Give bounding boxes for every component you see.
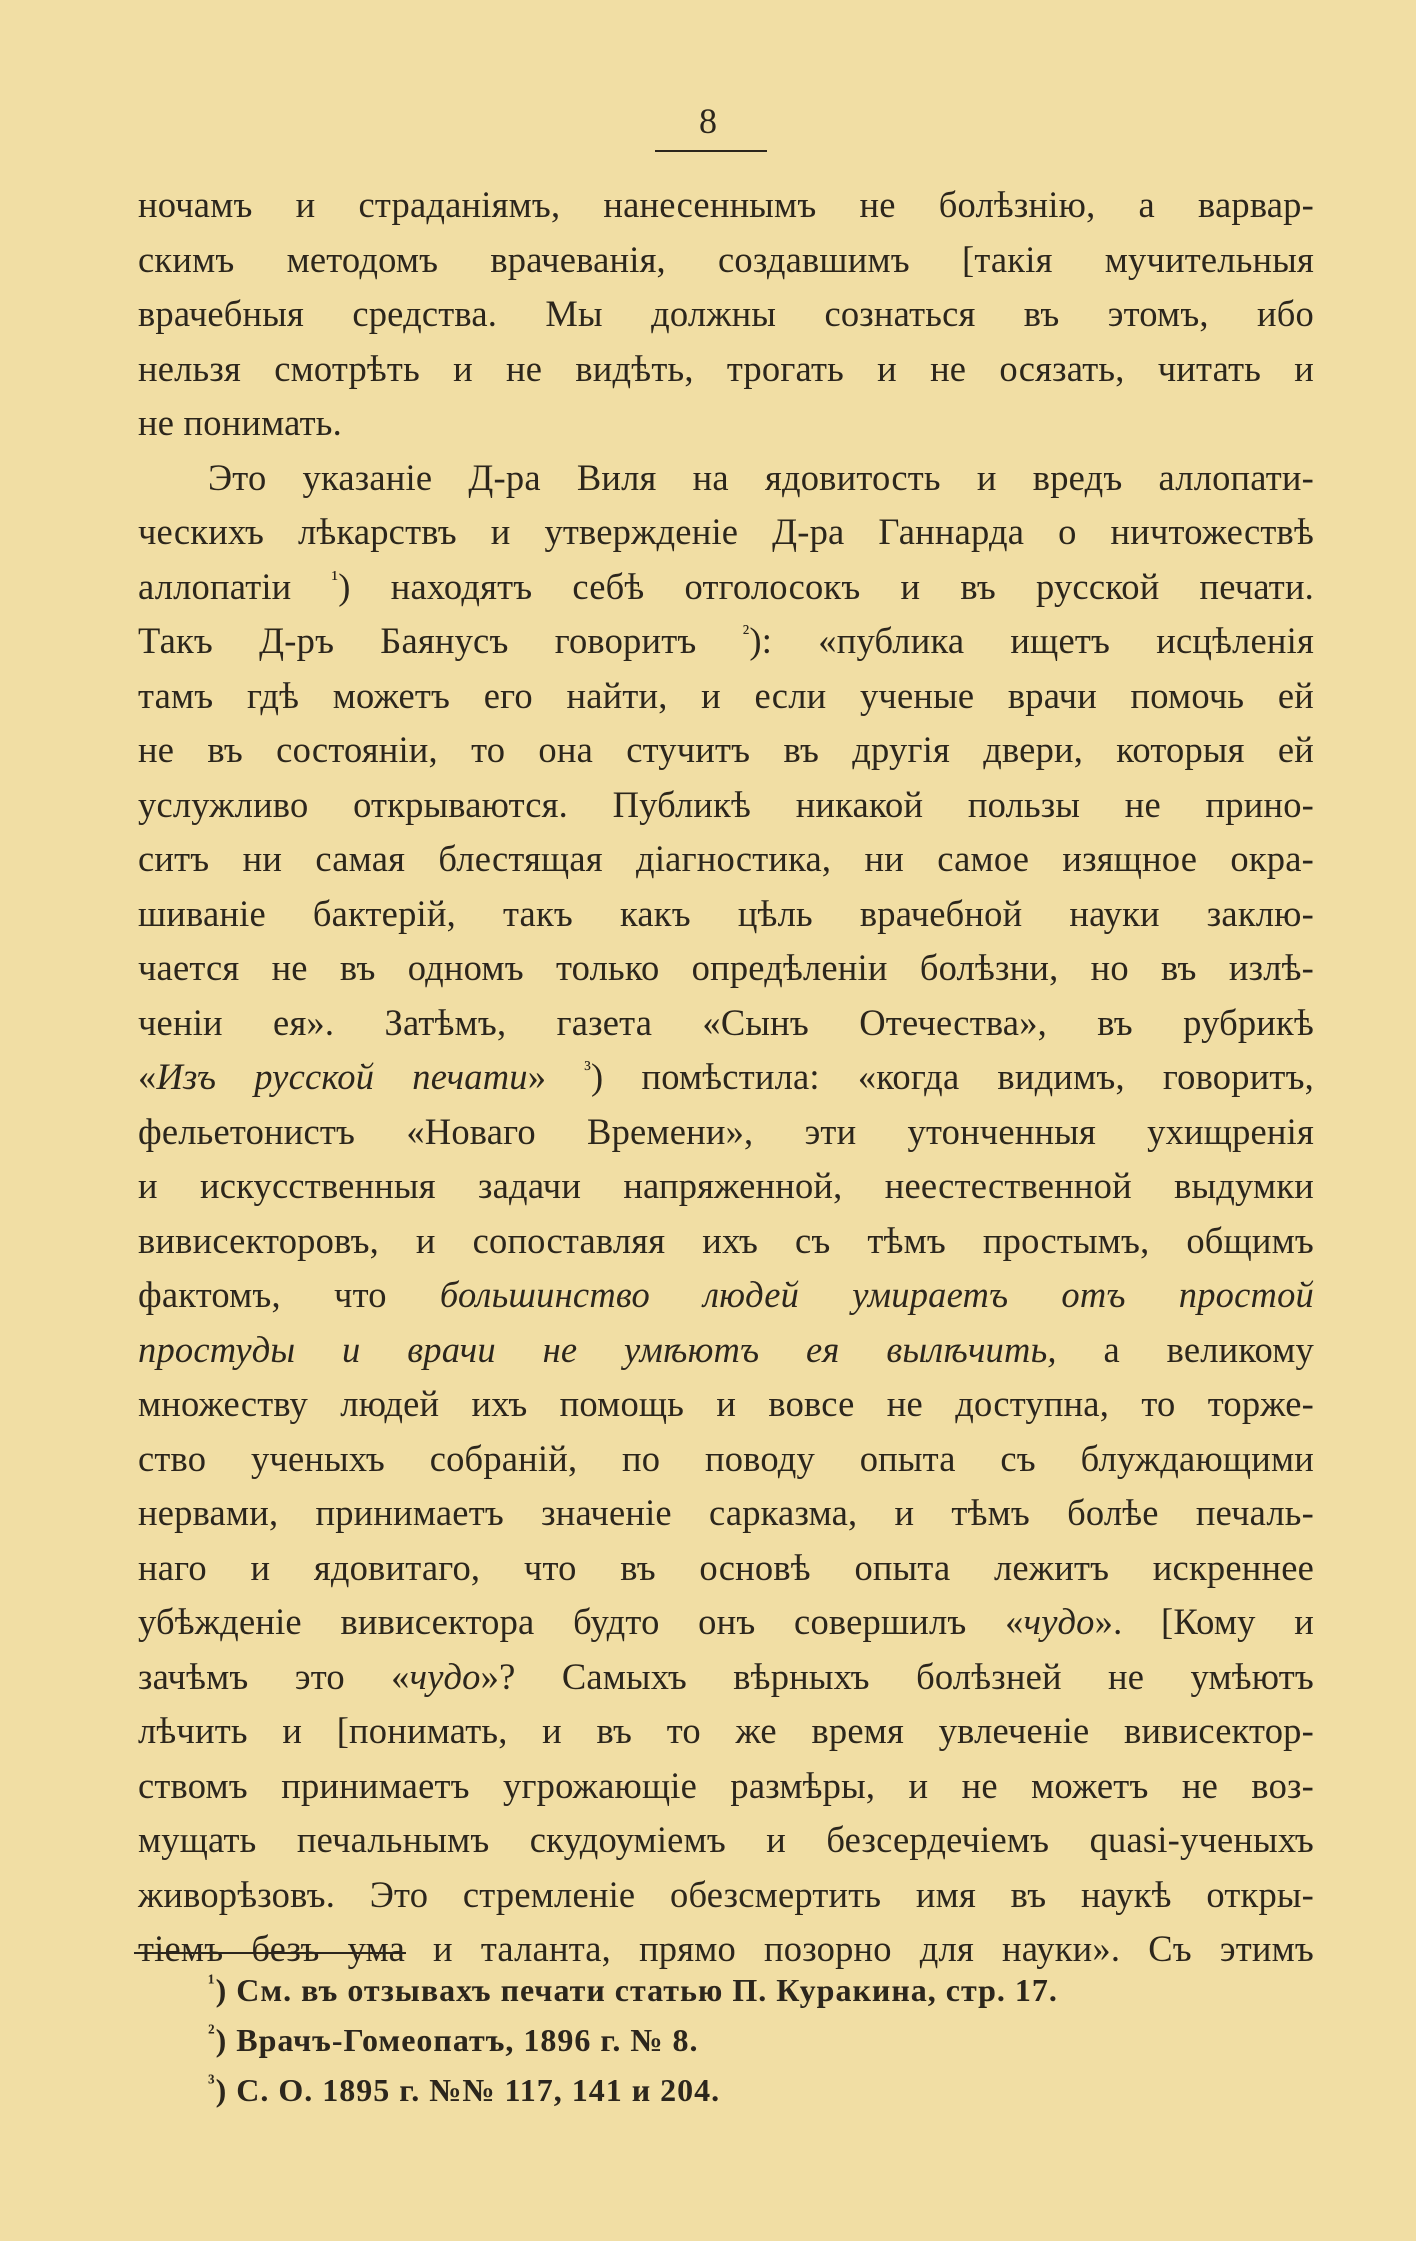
text-line: мущать печальнымъ скудоуміемъ и безсердечіемъ quasi-ученыхъ	[138, 1819, 1314, 1860]
text-line: лѣчить и [понимать, и въ то же время увлеченіе вивисектор-	[138, 1710, 1314, 1751]
text-segment: ) находятъ себѣ отголосокъ и въ русской печати.	[338, 565, 1315, 607]
text-line: живорѣзовъ. Это стремленіе обезсмертить имя въ наукѣ откры-	[138, 1873, 1314, 1915]
text-line: нельзя смотрѣть и не видѣть, трогать и не осязать, читать и	[138, 347, 1314, 389]
text-line: скимъ методомъ врачеванія, создавшимъ [такія мучительныя	[138, 238, 1314, 280]
text-segment: фактомъ, что	[138, 1274, 440, 1315]
text-line: ческихъ лѣкарствъ и утвержденіе Д-ра Ганнарда о ничтожествѣ	[138, 511, 1314, 552]
footnote-text: ) См. въ отзывахъ печати статью П. Куракина, стр. 17.	[215, 1972, 1058, 2008]
text-line: и искусственныя задачи напряженной, неестественной выдумки	[138, 1165, 1314, 1206]
footnote	[208, 2065, 1308, 2115]
text-line: нервами, принимаетъ значеніе сарказма, и тѣмъ болѣе печаль-	[138, 1492, 1314, 1533]
text-line: ситъ ни самая блестящая діагностика, ни самое изящное окра-	[138, 838, 1314, 879]
text-line	[138, 1323, 1314, 1378]
text-segment: а великому	[1056, 1328, 1314, 1370]
text-segment: »	[527, 1056, 585, 1097]
footnote-mark: ¹	[208, 1969, 216, 1995]
text-line	[138, 1050, 1314, 1105]
text-segment: зачѣмъ это «	[138, 1655, 410, 1697]
italic-segment: чудо	[1023, 1601, 1095, 1642]
text-segment: убѣжденіе вивисектора будто онъ совершилъ «	[138, 1601, 1024, 1642]
text-line: чается не въ одномъ только опредѣленіи болѣзни, но въ излѣ-	[138, 947, 1314, 988]
footnote-text: ) Врачъ-Гомеопатъ, 1896 г. № 8.	[215, 2022, 699, 2058]
text-line: врачебныя средства. Мы должны сознаться въ этомъ, ибо	[138, 293, 1314, 334]
text-line	[138, 1268, 1314, 1323]
text-line: ночамъ и страданіямъ, нанесеннымъ не болѣзнію, а варвар-	[138, 184, 1314, 225]
footnote	[208, 1965, 1308, 2015]
text-line: вивисекторовъ, и сопоставляя ихъ съ тѣмъ простымъ, общимъ	[138, 1219, 1314, 1261]
text-line: ство ученыхъ собраній, по поводу опыта съ блуждающими	[138, 1437, 1314, 1479]
text-line: шиваніе бактерій, такъ какъ цѣль врачебной науки заклю-	[138, 892, 1314, 934]
footnote	[208, 2015, 1308, 2065]
italic-segment: Изъ русской печати	[156, 1056, 528, 1097]
text-line: тамъ гдѣ можетъ его найти, и если ученые врачи помочь ей	[138, 674, 1314, 716]
text-line: множеству людей ихъ помощь и вовсе не доступна, то торже-	[138, 1383, 1314, 1424]
text-segment: «	[138, 1056, 157, 1097]
footnote-text: ) С. О. 1895 г. №№ 117, 141 и 204.	[215, 2072, 721, 2108]
text-line: услужливо открываются. Публикѣ никакой пользы не прино-	[138, 783, 1314, 825]
text-line: Это указаніе Д-ра Виля на ядовитость и вредъ аллопати-	[208, 456, 1314, 498]
text-line: наго и ядовитаго, что въ основѣ опыта лежитъ искреннее	[138, 1546, 1314, 1588]
header-rule	[655, 150, 767, 152]
text-line	[138, 1650, 1314, 1705]
footnotes	[208, 1965, 1308, 2115]
text-segment: »? Самыхъ вѣрныхъ болѣзней не умѣютъ	[480, 1655, 1315, 1697]
footnote-rule	[134, 1952, 406, 1954]
body-text	[138, 178, 1314, 1977]
footnote-ref: ³	[584, 1055, 592, 1081]
italic-segment: чудо	[409, 1655, 481, 1697]
text-line: не понимать.	[138, 402, 342, 443]
footnote-mark: ³	[208, 2069, 216, 2095]
text-line	[138, 1595, 1314, 1650]
text-line	[138, 560, 1314, 615]
page-number: 8	[699, 101, 717, 141]
text-segment: Такъ Д-ръ Баянусъ говоритъ	[138, 620, 743, 661]
text-line: фельетонистъ «Новаго Времени», эти утонченныя ухищренія	[138, 1110, 1314, 1152]
text-line: не въ состояніи, то она стучитъ въ другія двери, которыя ей	[138, 729, 1314, 770]
footnote-mark: ²	[208, 2019, 216, 2045]
text-segment: ». [Кому и	[1094, 1601, 1314, 1642]
text-line: тіемъ безъ ума и таланта, прямо позорно для науки». Съ этимъ	[138, 1928, 1314, 1969]
footnote-ref: ²	[742, 619, 750, 645]
text-line: ствомъ принимаетъ угрожающіе размѣры, и не можетъ не воз-	[138, 1764, 1314, 1806]
text-line	[138, 614, 1314, 669]
italic-segment: большинство людей умираетъ отъ простой	[439, 1274, 1314, 1315]
text-line: ченіи ея». Затѣмъ, газета «Сынъ Отечества», въ рубрикѣ	[138, 1001, 1314, 1043]
footnote-ref: ¹	[331, 565, 339, 591]
italic-segment: простуды и врачи не умѣютъ ея вылѣчить,	[138, 1328, 1057, 1370]
text-segment: ) помѣстила: «когда видимъ, говоритъ,	[591, 1056, 1314, 1097]
text-segment: аллопатіи	[138, 565, 332, 607]
text-segment: ): «публика ищетъ исцѣленія	[749, 620, 1314, 661]
